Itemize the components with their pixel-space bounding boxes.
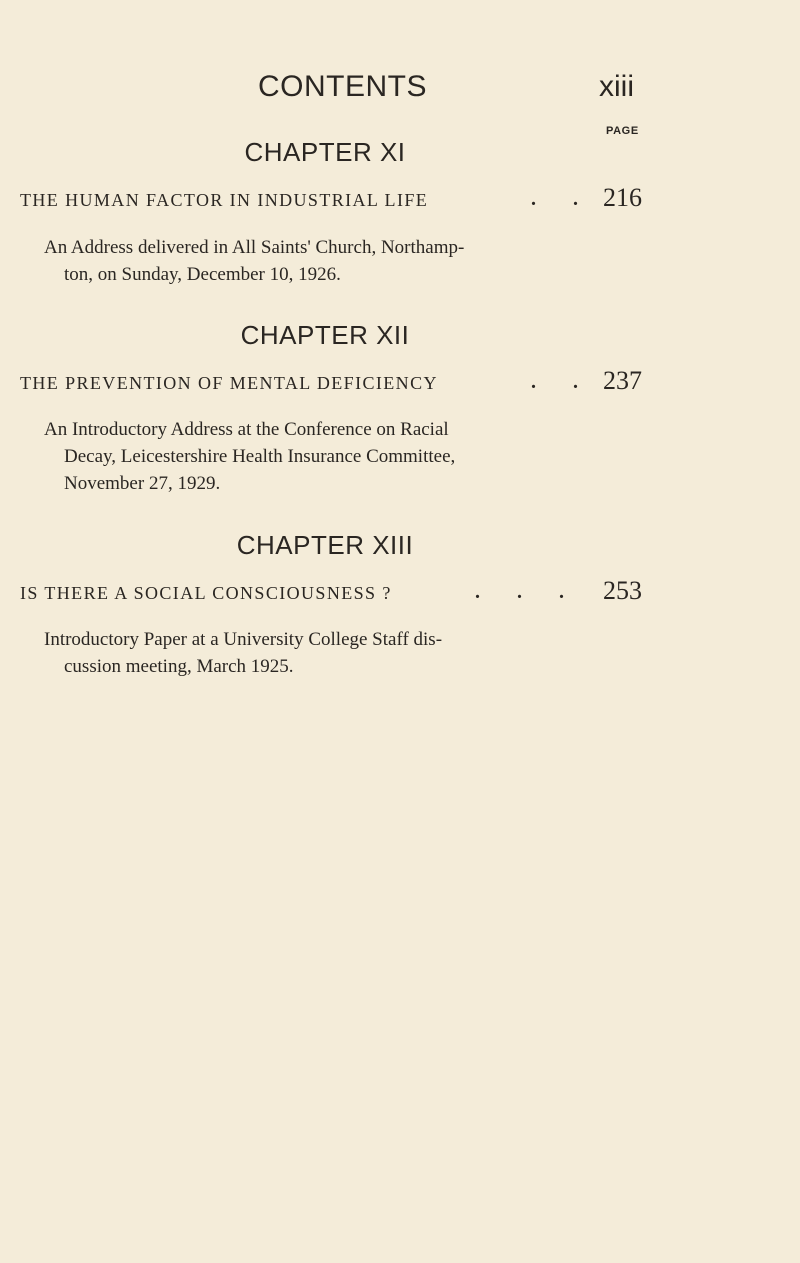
toc-entry: [20, 183, 650, 222]
toc-entry: [20, 576, 650, 615]
entry-title: THE PREVENTION OF MENTAL DEFICIENCY: [20, 373, 438, 393]
page-column-label: PAGE: [606, 125, 639, 137]
entry-page-number: 216: [603, 183, 642, 212]
description-line: Introductory Paper at a University College Staff dis-: [44, 629, 443, 650]
chapter-heading: CHAPTER XIII: [236, 530, 414, 560]
description-line: cussion meeting, March 1925.: [64, 656, 294, 677]
description-line: An Introductory Address at the Conference on Racial: [44, 419, 449, 440]
entry-description: [44, 626, 604, 680]
leader-dots: . .: [531, 371, 594, 393]
entry-description: [44, 234, 604, 288]
description-line: ton, on Sunday, December 10, 1926.: [64, 264, 341, 285]
description-line: November 27, 1929.: [64, 473, 221, 494]
entry-page-number: 253: [603, 576, 642, 605]
entry-title: THE HUMAN FACTOR IN INDUSTRIAL LIFE: [20, 190, 429, 210]
page-number: xiii: [599, 70, 634, 103]
chapter-heading: CHAPTER XI: [244, 137, 406, 167]
description-line: An Address delivered in All Saints' Church, Northamp-: [44, 237, 465, 258]
running-head: [0, 70, 800, 110]
entry-page-number: 237: [603, 366, 642, 395]
running-title: CONTENTS: [258, 70, 427, 103]
description-line: Decay, Leicestershire Health Insurance Committee,: [64, 446, 456, 467]
entry-title: IS THERE A SOCIAL CONSCIOUSNESS ?: [20, 583, 392, 603]
chapter-heading: CHAPTER XII: [240, 320, 410, 350]
leader-dots: . . .: [475, 581, 580, 603]
entry-description: [44, 416, 604, 497]
leader-dots: . .: [531, 188, 594, 210]
toc-entry: [20, 366, 650, 405]
